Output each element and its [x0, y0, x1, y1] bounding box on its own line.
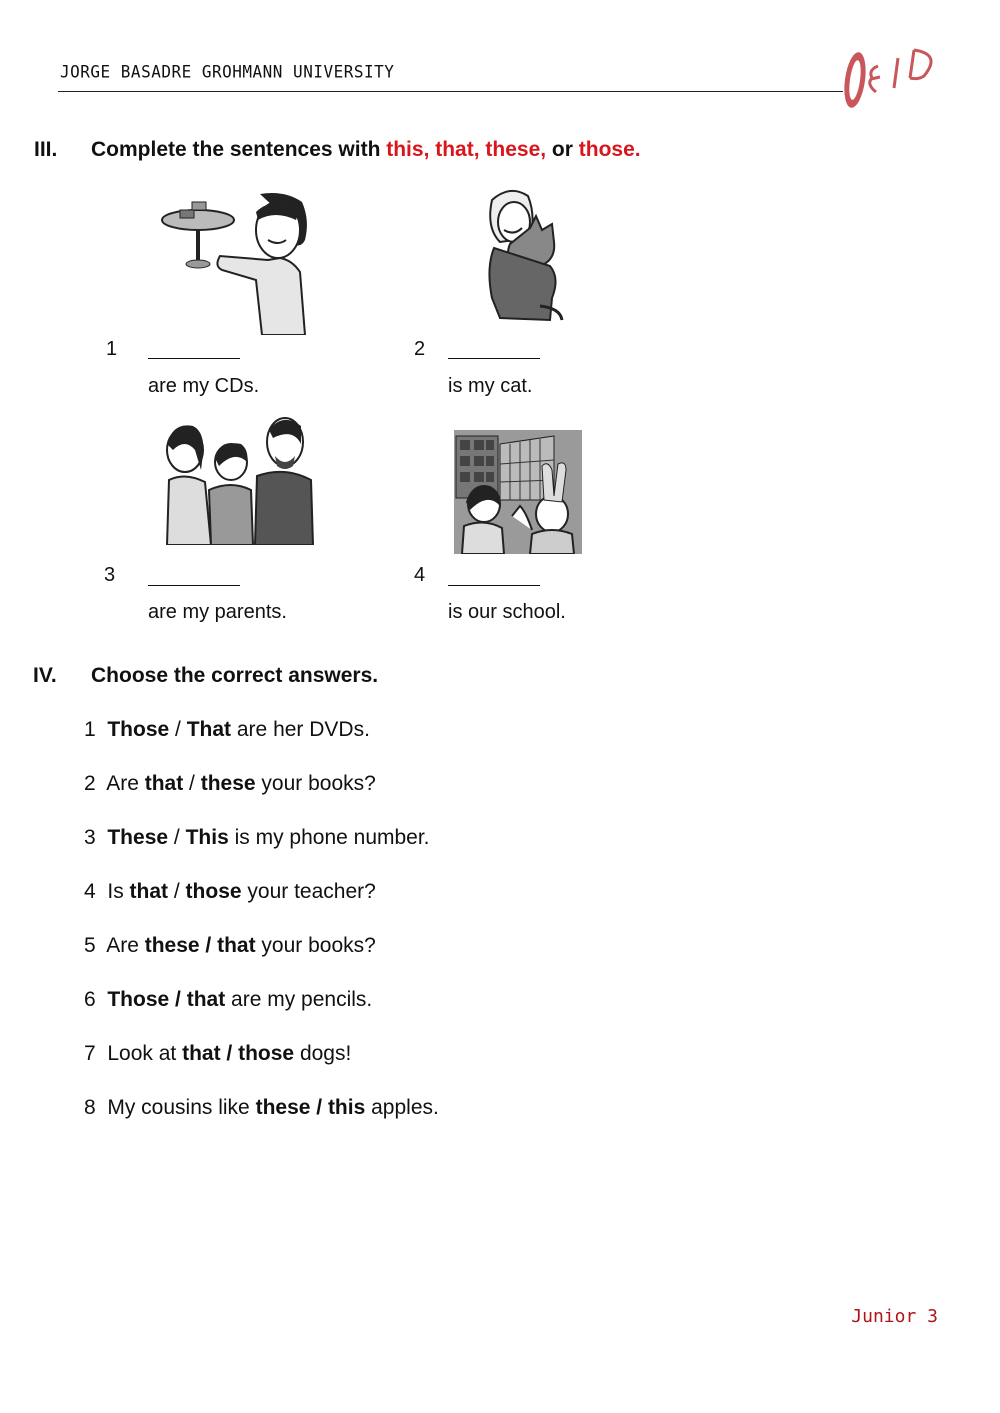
item-number: 4 [414, 564, 426, 586]
choice-item-7: 7 Look at that / those dogs! [84, 1042, 352, 1065]
sentence-3: are my parents. [148, 601, 287, 623]
school-picture [454, 430, 582, 554]
sentence-4: is our school. [448, 601, 566, 623]
choice-item-1: 1 Those / That are her DVDs. [84, 718, 370, 741]
option-b[interactable]: those [185, 880, 242, 903]
sentence-1: are my CDs. [148, 375, 260, 397]
section-4-title: Choose the correct answers. [91, 664, 379, 687]
answer-blank-3[interactable] [148, 585, 240, 586]
section-3-instruction: Complete the sentences with this, that, these, or those. [91, 138, 641, 161]
option-b[interactable]: these [200, 772, 256, 795]
option-b[interactable]: That [186, 718, 232, 741]
option-pair[interactable]: Those / that [107, 988, 226, 1011]
item-number: 3 [104, 564, 116, 586]
option-pair[interactable]: these / this [255, 1096, 366, 1119]
sentence-2: is my cat. [448, 375, 533, 397]
option-a[interactable]: These [107, 826, 169, 849]
option-b[interactable]: This [185, 826, 229, 849]
section-4-numeral: IV. [33, 664, 57, 687]
boy-pointing-cds-picture [160, 190, 310, 335]
choice-item-8: 8 My cousins like these / this apples. [84, 1096, 439, 1119]
answer-blank-2[interactable] [448, 358, 540, 359]
option-pair[interactable]: these / that [144, 934, 256, 957]
university-title: JORGE BASADRE GROHMANN UNIVERSITY [60, 61, 395, 82]
answer-blank-1[interactable] [148, 358, 240, 359]
choice-item-6: 6 Those / that are my pencils. [84, 988, 373, 1011]
choice-item-2: 2 Are that / these your books? [84, 772, 376, 795]
option-a[interactable]: Those [107, 718, 170, 741]
girl-holding-cat-picture [480, 188, 570, 328]
option-a[interactable]: that [144, 772, 184, 795]
header-divider [58, 91, 843, 92]
ceid-logo [838, 36, 948, 116]
choice-item-3: 3 These / This is my phone number. [84, 826, 430, 849]
item-number: 1 [106, 338, 118, 360]
choice-item-5: 5 Are these / that your books? [84, 934, 376, 957]
family-picture [165, 410, 315, 545]
section-3-numeral: III. [34, 138, 58, 161]
choice-item-4: 4 Is that / those your teacher? [84, 880, 376, 903]
answer-blank-4[interactable] [448, 585, 540, 586]
option-a[interactable]: that [129, 880, 169, 903]
option-pair[interactable]: that / those [182, 1042, 295, 1065]
level-label: Junior 3 [851, 1306, 938, 1327]
item-number: 2 [414, 338, 426, 360]
